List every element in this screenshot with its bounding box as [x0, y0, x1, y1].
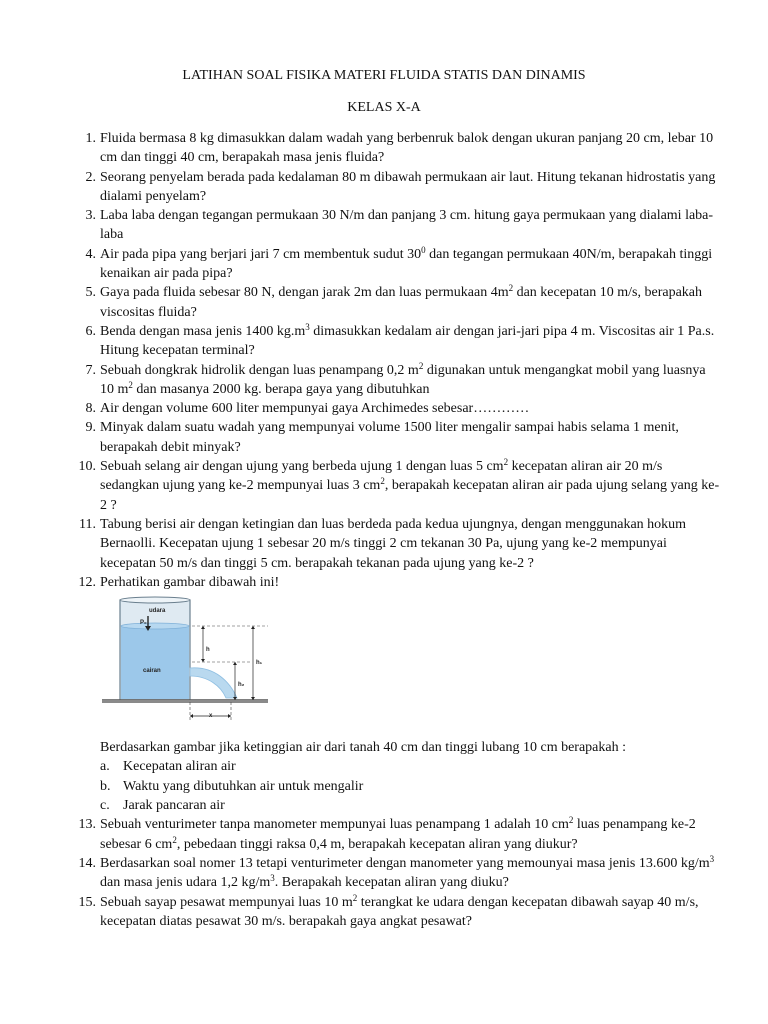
question-text: Gaya pada fluida sebesar 80 N, dengan jarak 2m dan luas permukaan $4m^2$ dan kecepatan 10 m/s, berapakah viscositas fluida?: [100, 283, 702, 320]
question-item: [60, 854, 720, 893]
superscript: 2: [568, 815, 574, 826]
question-number: 6.: [85, 323, 96, 339]
sub-label: a.: [100, 759, 110, 775]
superscript: 3: [709, 853, 715, 864]
question-number: 12.: [78, 574, 96, 590]
question-item: [60, 515, 720, 573]
question-text: Sebuah venturimeter tanpa manometer mempunyai luas penampang 1 adalah 10 $cm^2$ luas penampang ke-2 sebesar 6 $cm^2$, pebedaan tinggi raksa 0,4 m, berapakah kecepatan aliran yang diukur?: [100, 815, 696, 852]
question-number: 7.: [85, 362, 96, 378]
question-text: Perhatikan gambar dibawah ini!: [100, 574, 280, 590]
sub-label: c.: [100, 798, 110, 814]
question-number: 5.: [85, 285, 96, 301]
question-number: 8.: [85, 401, 96, 417]
superscript: 3: [270, 873, 275, 884]
water-surface: [121, 623, 189, 629]
h-arrow-top: [201, 626, 205, 629]
question-text: Sebuah dongkrak hidrolik dengan luas penampang 0,2 $m^2$ digunakan untuk mengangkat mobil yang luasnya 10 $m^2$ dan masanya 2000 kg. berapa gaya yang dibutuhkan: [100, 360, 706, 397]
label-h: h: [206, 647, 210, 654]
question-item: [60, 573, 720, 815]
question-item: [60, 322, 720, 361]
water-jet: [190, 668, 237, 698]
question-item: [60, 457, 720, 515]
question-item: [60, 399, 720, 418]
question-text: Sebuah sayap pesawat mempunyai luas 10 $m^2$ terangkat ke udara dengan kecepatan dibawah sayap 40 m/s, kecepatan diatas pesawat 30 m/s. berapakah gaya angkat pesawat?: [100, 892, 699, 929]
sub-label: b.: [100, 778, 111, 794]
label-h1: h₁: [256, 660, 263, 667]
question-item: [60, 418, 720, 457]
question-number: 15.: [78, 894, 96, 910]
superscript: 2: [418, 360, 424, 371]
superscript: 2: [503, 457, 509, 468]
superscript: 2: [508, 283, 514, 294]
x-arrow-right: [228, 714, 231, 718]
question-text: Seorang penyelam berada pada kedalaman 80 m dibawah permukaan air laut. Hitung tekanan hidrostatis yang dialami penyelam?: [100, 169, 716, 204]
question-item: [60, 245, 720, 284]
h2-arrow-top: [233, 662, 237, 665]
question-text: Minyak dalam suatu wadah yang mempunyai volume 1500 liter mengalir sampai habis selama 1 menit, berapakah debit minyak?: [100, 420, 679, 455]
sub-text: Waktu yang dibutuhkan air untuk mengalir: [123, 778, 364, 794]
question-number: 10.: [78, 459, 96, 475]
document-title: LATIHAN SOAL FISIKA MATERI FLUIDA STATIS DAN DINAMIS: [182, 68, 586, 83]
question-number: 13.: [78, 817, 96, 833]
question-item: [60, 129, 720, 168]
question-text: Air dengan volume 600 liter mempunyai gaya Archimedes sebesar…………: [100, 401, 530, 417]
h1-arrow-top: [251, 626, 255, 629]
label-h2: h₂: [238, 682, 245, 689]
question-item: [60, 283, 720, 322]
question-text: Benda dengan masa jenis 1400 $kg.m^3$ dimasukkan kedalam air dengan jari-jari pipa 4 m. Viscositas air 1 Pa.s. Hitung kecepatan terminal?: [100, 321, 715, 359]
sub-text: Kecepatan aliran air: [123, 759, 236, 775]
question-item: [60, 361, 720, 400]
question-item: [60, 815, 720, 854]
question-text: Berdasarkan soal nomer 13 tetapi venturimeter dengan manometer yang memounyai masa jenis 13.600 $kg/m^3$ dan masa jenis udara 1,2 $kg/m^3$. Berapakah kecepatan aliran yang diuku?: [100, 853, 715, 891]
question-number: 2.: [85, 169, 96, 185]
question-text: Fluida bermasa 8 kg dimasukkan dalam wadah yang berbenruk balok dengan ukuran panjang 20 cm, lebar 10 cm dan tinggi 40 cm, berapakah masa jenis fluida?: [100, 131, 714, 166]
superscript: 2: [128, 379, 133, 390]
question-number: 14.: [78, 855, 96, 871]
tank-diagram: [100, 596, 280, 732]
x-arrow-left: [190, 714, 193, 718]
question-number: 9.: [85, 420, 96, 436]
question-text: Tabung berisi air dengan ketingian dan luas berdeda pada kedua ujungnya, dengan menggunakan hokum Bernaolli. Kecepatan ujung 1 sebesar 20 m/s tinggi 2 cm tekanan 30 Pa, ujung yang ke-2 mempunyai kecepatan 50 m/s dan tinggi 5 cm. berapakah tekanan pada ujung yang ke-2 ?: [100, 516, 687, 571]
h-arrow-bottom: [201, 659, 205, 662]
superscript: 2: [172, 834, 177, 845]
question-text: Air pada pipa yang berjari jari 7 cm membentuk sudut $30^0$ dan tegangan permukaan 40N/m, berapakah tinggi kenaikan air pada pipa?: [100, 244, 713, 282]
superscript: 3: [305, 321, 310, 332]
question-item: [60, 168, 720, 207]
question-item: [60, 206, 720, 245]
question-number: 1.: [85, 131, 96, 146]
label-cairan: cairan: [143, 668, 161, 675]
q12-sublist: [100, 757, 720, 815]
question-text: Laba laba dengan tegangan permukaan 30 N/m dan panjang 3 cm. hitung gaya permukaan yang dialami laba-laba: [100, 208, 714, 243]
sub-item: [100, 777, 720, 796]
question-item: [60, 893, 720, 932]
sub-item: [100, 796, 720, 815]
question-number: 4.: [85, 246, 96, 262]
ground-strip: [102, 700, 268, 703]
superscript: 2: [380, 476, 385, 487]
superscript: 0: [421, 244, 426, 255]
question-number: 3.: [85, 208, 96, 224]
q12-followup: Berdasarkan gambar jika ketinggian air dari tanah 40 cm dan tinggi lubang 10 cm berapakah :: [100, 740, 626, 756]
class-label: KELAS X-A: [347, 100, 421, 115]
label-udara: udara: [149, 608, 166, 615]
label-x: x: [209, 713, 213, 720]
question-text: Sebuah selang air dengan ujung yang berbeda ujung 1 dengan luas 5 $cm^2$ kecepatan aliran air 20 m/s sedangkan ujung yang ke-2 mempunyai luas 3 $cm^2$, berapakah kecepatan aliran air pada ujung selang yang ke-2 ?: [100, 457, 720, 513]
tank-diagram-svg: [100, 596, 280, 732]
sub-text: Jarak pancaran air: [123, 798, 225, 814]
question-list: [60, 129, 720, 931]
label-p0: P₀: [140, 620, 147, 627]
question-number: 11.: [79, 516, 96, 532]
sub-item: [100, 757, 720, 776]
superscript: 2: [352, 892, 358, 903]
